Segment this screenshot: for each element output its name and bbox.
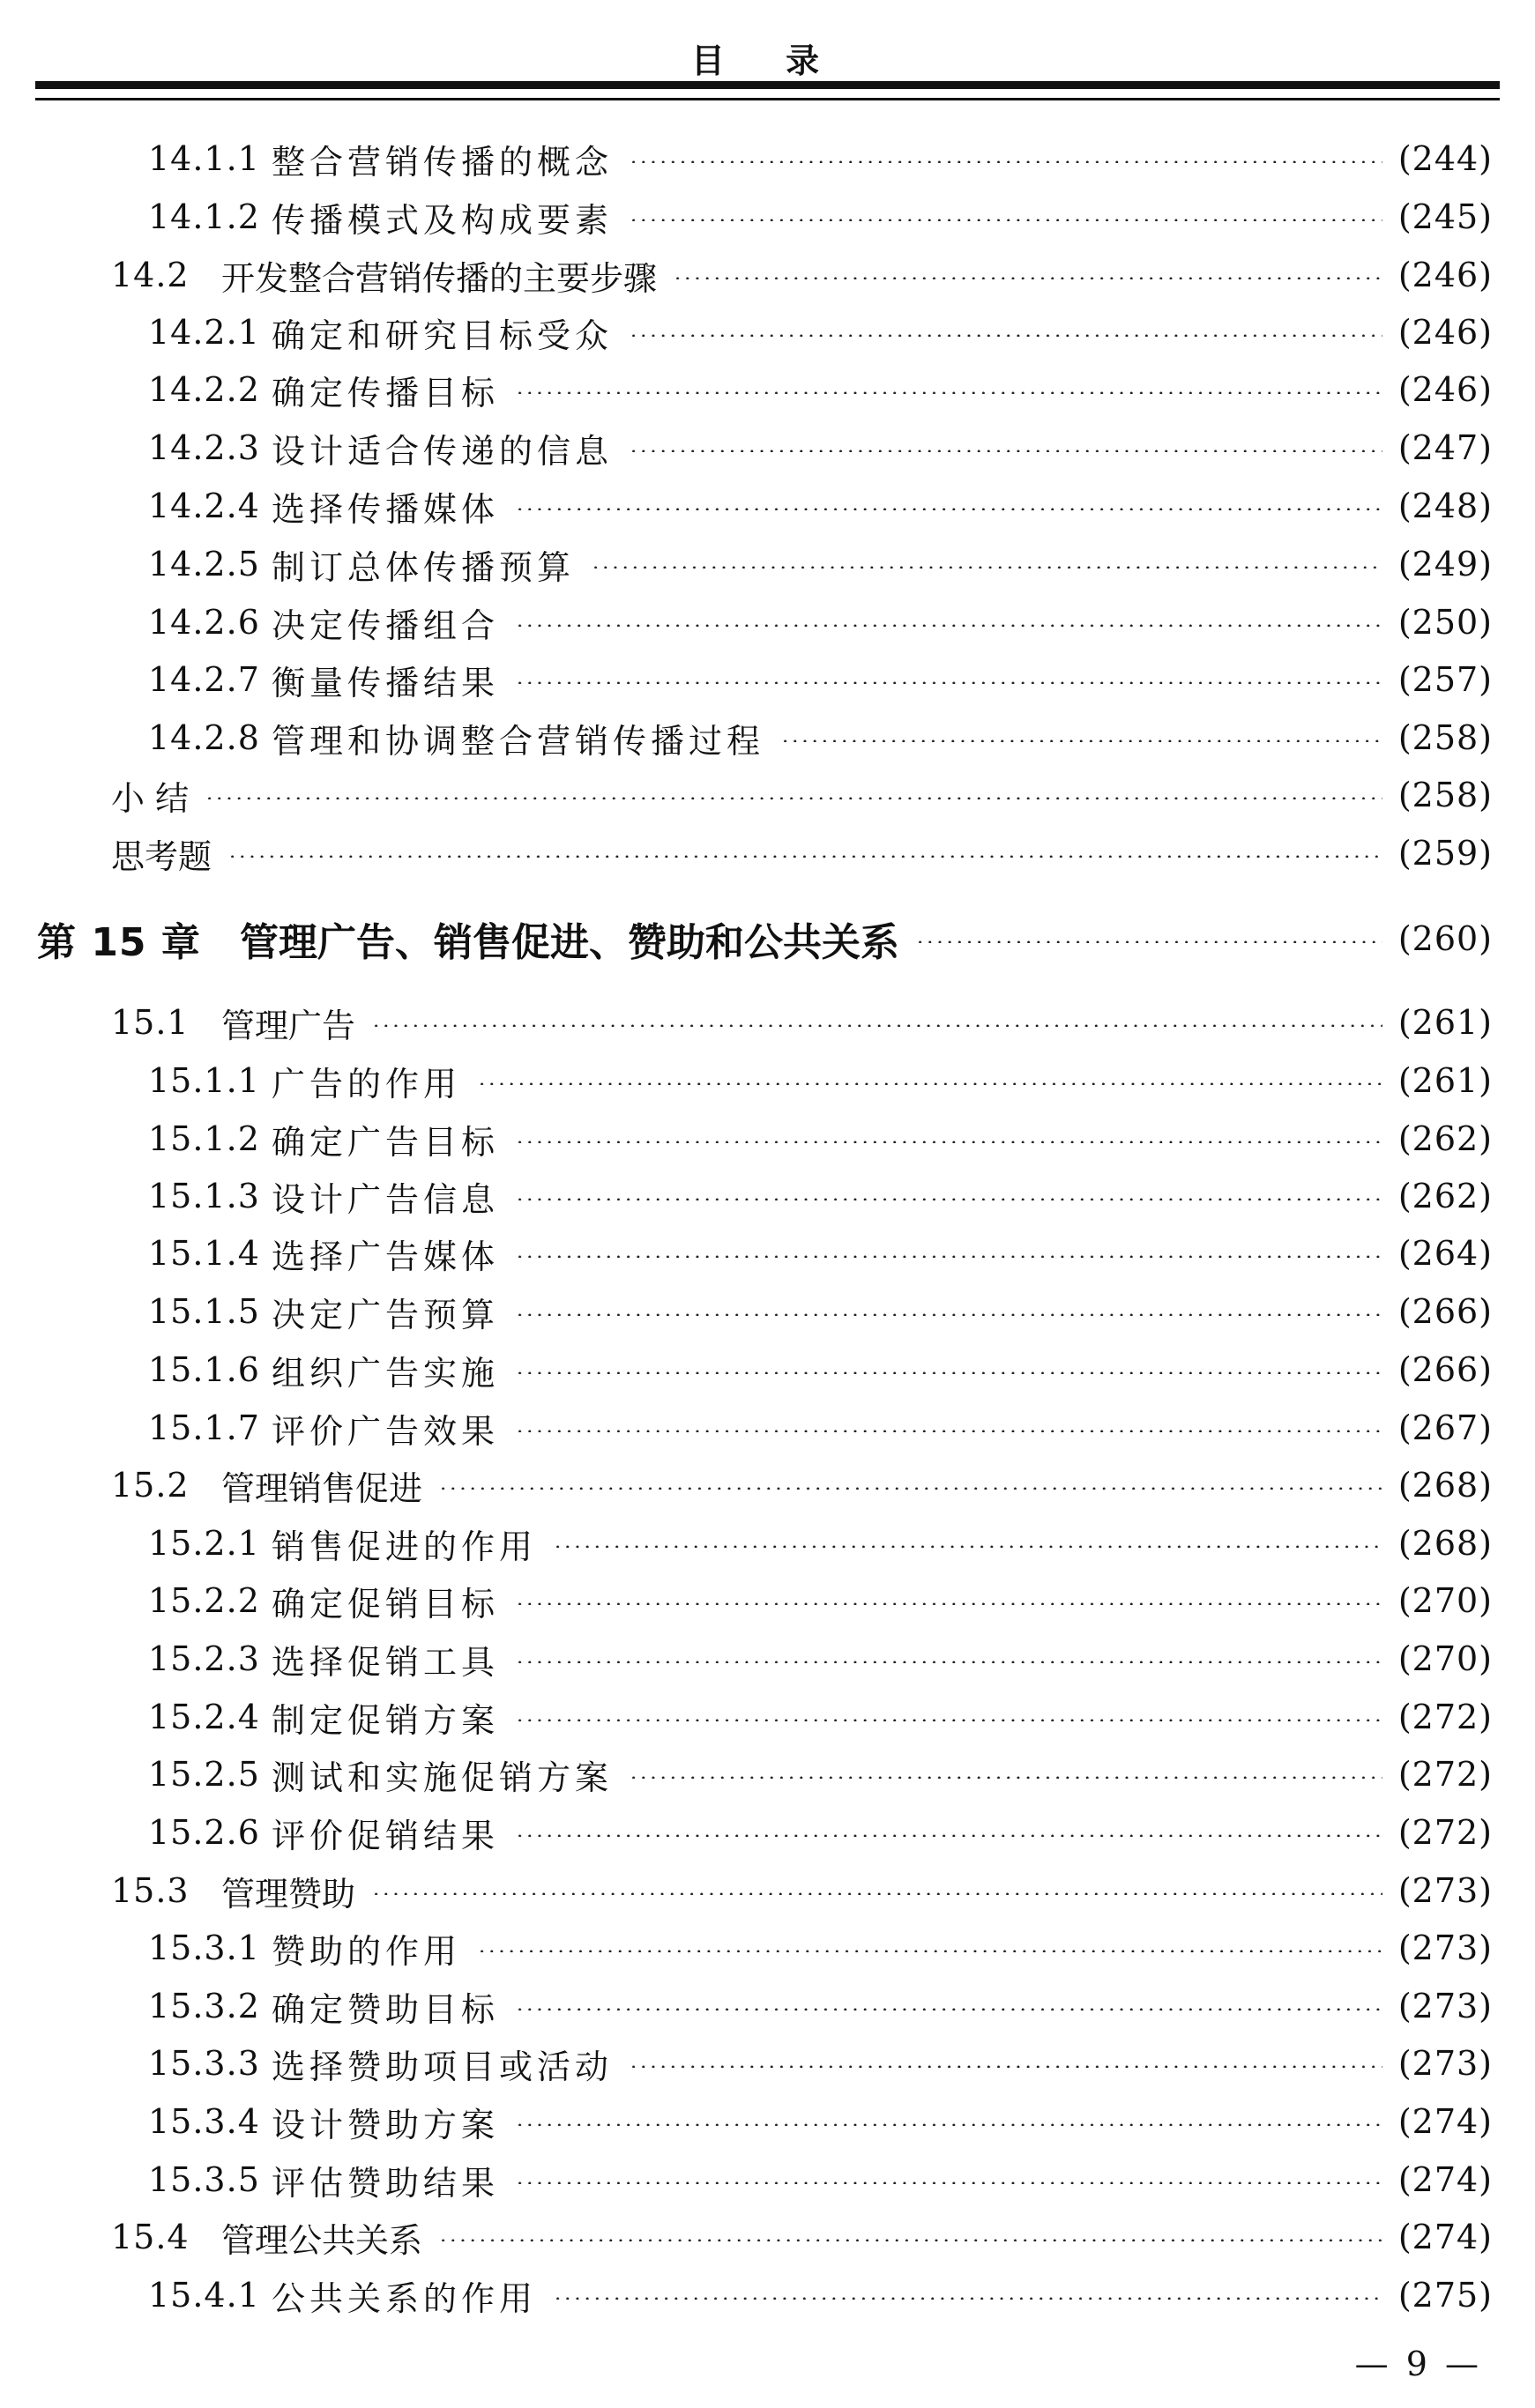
toc-entry-title: 决定广告预算: [272, 1295, 500, 1334]
toc-entry-title: 公共关系的作用: [272, 2278, 538, 2318]
toc-entry-page: (257): [1397, 660, 1493, 699]
toc-entry-title: 管理广告、销售促进、赞助和公共关系: [240, 920, 899, 965]
toc-entry-number: 15.2.2: [148, 1581, 260, 1620]
toc-entry-title: 销售促进的作用: [272, 1527, 538, 1566]
toc-entry-title: 评估赞助结果: [272, 2163, 500, 2203]
toc-entry-page: (258): [1397, 718, 1493, 757]
toc-subsection-entry[interactable]: [148, 653, 1493, 706]
dot-leader: [629, 334, 1382, 337]
toc-entry-title: 确定和研究目标受众: [272, 316, 614, 355]
dot-leader: [515, 2123, 1382, 2126]
toc-entry-page: (268): [1397, 1466, 1493, 1505]
toc-entry-page: (247): [1397, 428, 1493, 467]
toc-entry-number: 15.3.4: [148, 2102, 260, 2141]
dot-leader: [591, 566, 1382, 569]
toc-entry-number: 14.2.7: [148, 660, 260, 699]
dot-leader: [673, 277, 1382, 279]
toc-entry-title: 开发整合营销传播的主要步骤: [221, 258, 658, 298]
toc-entry-page: (262): [1397, 1177, 1493, 1215]
toc-subsection-entry[interactable]: [148, 2037, 1493, 2090]
toc-section-entry[interactable]: [111, 769, 1493, 821]
dot-leader: [515, 1430, 1382, 1432]
toc-entry-number: 14.1.1: [148, 139, 260, 178]
toc-entry-title: 选择促销工具: [272, 1642, 500, 1682]
toc-entry-page: (246): [1397, 313, 1493, 352]
dot-leader: [780, 739, 1382, 742]
dot-leader: [438, 2239, 1382, 2241]
toc-entry-title: 小 结: [111, 778, 190, 818]
toc-entry-title: 评价广告效果: [272, 1411, 500, 1451]
toc-entry-title: 广告的作用: [272, 1064, 462, 1104]
toc-entry-page: (273): [1397, 1987, 1493, 2025]
toc-subsection-entry[interactable]: [148, 1112, 1493, 1165]
toc-section-entry[interactable]: [111, 1459, 1493, 1512]
toc-entry-title: 确定赞助目标: [272, 1989, 500, 2029]
toc-entry-number: 15.1.4: [148, 1234, 260, 1273]
toc-entry-title: 赞助的作用: [272, 1931, 462, 1971]
toc-subsection-entry[interactable]: [148, 596, 1493, 649]
dot-leader: [629, 1776, 1382, 1779]
toc-entry-page: (249): [1397, 545, 1493, 583]
dot-leader: [629, 450, 1382, 452]
toc-subsection-entry[interactable]: [148, 1054, 1493, 1107]
dot-leader: [515, 508, 1382, 510]
toc-section-entry[interactable]: [111, 827, 1493, 880]
toc-subsection-entry[interactable]: [148, 711, 1493, 764]
dot-leader: [629, 219, 1382, 221]
toc-entry-title: 决定传播组合: [272, 606, 500, 645]
dot-leader: [515, 1313, 1382, 1316]
toc-section-entry[interactable]: [111, 249, 1493, 301]
dot-leader: [515, 1371, 1382, 1374]
toc-entry-number: 15.1.7: [148, 1408, 260, 1447]
toc-entry-page: (273): [1397, 1929, 1493, 1967]
toc-entry-page: (264): [1397, 1234, 1493, 1273]
dot-leader: [553, 1545, 1382, 1548]
toc-entry-page: (268): [1397, 1524, 1493, 1563]
toc-entry-number: 15.3: [111, 1871, 190, 1910]
toc-subsection-entry[interactable]: [148, 1401, 1493, 1454]
toc-subsection-entry[interactable]: [148, 1806, 1493, 1859]
toc-entry-number: 14.2.2: [148, 370, 260, 409]
toc-entry-page: (245): [1397, 197, 1493, 236]
toc-subsection-entry[interactable]: [148, 190, 1493, 243]
toc-entry-title: 思考题: [111, 836, 212, 876]
toc-entry-title: 整合营销传播的概念: [272, 142, 614, 182]
toc-entry-page: (266): [1397, 1350, 1493, 1389]
header-rule-thin: [35, 98, 1500, 100]
dot-leader: [515, 2008, 1382, 2010]
toc-entry-page: (248): [1397, 487, 1493, 525]
toc-entry-title: 衡量传播结果: [272, 663, 500, 702]
toc-section-entry[interactable]: [111, 1864, 1493, 1917]
dot-leader: [477, 1950, 1382, 1952]
dot-leader: [515, 1661, 1382, 1663]
toc-entry-page: (260): [1397, 919, 1493, 958]
toc-subsection-entry[interactable]: [148, 1170, 1493, 1223]
toc-entry-number: 14.2.8: [148, 718, 260, 757]
toc-entry-title: 确定促销目标: [272, 1584, 500, 1624]
toc-entry-page: (244): [1397, 139, 1493, 178]
toc-subsection-entry[interactable]: [148, 306, 1493, 359]
dot-leader: [227, 855, 1382, 858]
toc-subsection-entry[interactable]: [148, 2269, 1493, 2322]
toc-subsection-entry[interactable]: [148, 538, 1493, 591]
toc-entry-number: 15.1: [111, 1003, 190, 1042]
toc-entry-number: 15.1.3: [148, 1177, 260, 1215]
toc-entry-page: (275): [1397, 2276, 1493, 2315]
toc-entry-number: 15.2.4: [148, 1698, 260, 1736]
toc-entry-number: 14.1.2: [148, 197, 260, 236]
toc-entry-title: 确定广告目标: [272, 1122, 500, 1162]
dot-leader: [515, 1255, 1382, 1258]
toc-entry-title: 选择赞助项目或活动: [272, 2047, 614, 2086]
dot-leader: [371, 1892, 1382, 1895]
toc-entry-number: 14.2: [111, 256, 190, 294]
toc-entry-title: 选择传播媒体: [272, 489, 500, 529]
toc-entry-number: 15.4: [111, 2218, 190, 2256]
toc-entry-number: 14.2.3: [148, 428, 260, 467]
toc-subsection-entry[interactable]: [148, 1980, 1493, 2033]
toc-entry-number: 15.1.1: [148, 1061, 260, 1100]
toc-entry-number: 15.4.1: [148, 2276, 260, 2315]
page-number: — 9 —: [1354, 2345, 1482, 2383]
toc-subsection-entry[interactable]: [148, 2153, 1493, 2206]
toc-entry-number: 15.3.3: [148, 2044, 260, 2083]
toc-entry-title: 管理赞助: [221, 1874, 356, 1914]
toc-entry-page: (272): [1397, 1813, 1493, 1852]
toc-subsection-entry[interactable]: [148, 2095, 1493, 2148]
toc-entry-page: (270): [1397, 1581, 1493, 1620]
toc-entry-page: (273): [1397, 1871, 1493, 1910]
dot-leader: [915, 940, 1382, 943]
toc-subsection-entry[interactable]: [148, 132, 1493, 185]
dot-leader: [438, 1487, 1382, 1490]
toc-entry-title: 制订总体传播预算: [272, 547, 576, 587]
dot-leader: [515, 2181, 1382, 2184]
toc-entry-number: 14.2.6: [148, 603, 260, 642]
toc-entry-number: 15.1.2: [148, 1119, 260, 1158]
toc-entry-number: 15.3.2: [148, 1987, 260, 2025]
toc-entry-page: (266): [1397, 1292, 1493, 1331]
toc-subsection-entry[interactable]: [148, 1691, 1493, 1743]
running-head: 目 录: [690, 41, 845, 80]
toc-entry-page: (258): [1397, 776, 1493, 814]
dot-leader: [629, 160, 1382, 163]
toc-chapter-entry[interactable]: [37, 912, 1493, 965]
dot-leader: [515, 1834, 1382, 1837]
toc-section-entry[interactable]: [111, 2211, 1493, 2263]
toc-entry-title: 设计适合传递的信息: [272, 431, 614, 471]
toc-entry-page: (246): [1397, 370, 1493, 409]
toc-entry-number: 14.2.4: [148, 487, 260, 525]
toc-entry-number: 14.2.1: [148, 313, 260, 352]
toc-entry-title: 管理广告: [221, 1006, 356, 1045]
toc-entry-number: 15.2.5: [148, 1755, 260, 1794]
toc-entry-title: 管理和协调整合营销传播过程: [272, 721, 765, 761]
dot-leader: [477, 1082, 1382, 1085]
toc-entry-number: 第 15 章: [37, 920, 201, 965]
toc-entry-title: 设计赞助方案: [272, 2105, 500, 2144]
toc-entry-page: (261): [1397, 1061, 1493, 1100]
toc-entry-page: (274): [1397, 2102, 1493, 2141]
toc-subsection-entry[interactable]: [148, 1227, 1493, 1280]
toc-entry-title: 设计广告信息: [272, 1179, 500, 1219]
toc-entry-page: (272): [1397, 1698, 1493, 1736]
toc-entry-page: (274): [1397, 2218, 1493, 2256]
toc-entry-number: 15.2.6: [148, 1813, 260, 1852]
toc-entry-title: 选择广告媒体: [272, 1237, 500, 1276]
dot-leader: [371, 1024, 1382, 1027]
toc-subsection-entry[interactable]: [148, 363, 1493, 416]
toc-entry-title: 测试和实施促销方案: [272, 1758, 614, 1797]
toc-subsection-entry[interactable]: [148, 1343, 1493, 1396]
toc-entry-page: (267): [1397, 1408, 1493, 1447]
dot-leader: [515, 681, 1382, 684]
toc-entry-number: 15.2: [111, 1466, 190, 1505]
dot-leader: [515, 1602, 1382, 1605]
dot-leader: [515, 624, 1382, 627]
toc-subsection-entry[interactable]: [148, 1285, 1493, 1338]
toc-entry-title: 评价促销结果: [272, 1816, 500, 1855]
toc-entry-page: (270): [1397, 1639, 1493, 1678]
toc-subsection-entry[interactable]: [148, 1921, 1493, 1974]
toc-entry-number: 15.1.5: [148, 1292, 260, 1331]
dot-leader: [515, 1141, 1382, 1143]
toc-subsection-entry[interactable]: [148, 1574, 1493, 1627]
toc-entry-page: (262): [1397, 1119, 1493, 1158]
toc-subsection-entry[interactable]: [148, 421, 1493, 474]
dot-leader: [515, 391, 1382, 394]
toc-entry-title: 管理销售促进: [221, 1468, 423, 1508]
toc-entry-number: 15.1.6: [148, 1350, 260, 1389]
toc-entry-number: 15.2.1: [148, 1524, 260, 1563]
toc-entry-title: 管理公共关系: [221, 2220, 423, 2260]
toc-entry-page: (274): [1397, 2160, 1493, 2199]
toc-entry-number: 14.2.5: [148, 545, 260, 583]
dot-leader: [553, 2297, 1382, 2300]
dot-leader: [205, 797, 1382, 799]
toc-entry-number: 15.2.3: [148, 1639, 260, 1678]
toc-section-entry[interactable]: [111, 996, 1493, 1049]
toc-subsection-entry[interactable]: [148, 479, 1493, 532]
toc-entry-number: 15.3.5: [148, 2160, 260, 2199]
toc-entry-page: (250): [1397, 603, 1493, 642]
toc-subsection-entry[interactable]: [148, 1748, 1493, 1801]
toc-entry-title: 制定促销方案: [272, 1700, 500, 1740]
dot-leader: [515, 1198, 1382, 1200]
toc-subsection-entry[interactable]: [148, 1632, 1493, 1685]
dot-leader: [629, 2065, 1382, 2068]
toc-subsection-entry[interactable]: [148, 1517, 1493, 1570]
header-rule-thick: [35, 81, 1500, 89]
dot-leader: [515, 1719, 1382, 1721]
toc-entry-number: 15.3.1: [148, 1929, 260, 1967]
toc-entry-page: (261): [1397, 1003, 1493, 1042]
toc-entry-page: (273): [1397, 2044, 1493, 2083]
toc-entry-page: (272): [1397, 1755, 1493, 1794]
toc-entry-title: 组织广告实施: [272, 1353, 500, 1393]
toc-entry-page: (259): [1397, 834, 1493, 873]
toc-entry-title: 确定传播目标: [272, 373, 500, 412]
toc-entry-title: 传播模式及构成要素: [272, 200, 614, 240]
toc-entry-page: (246): [1397, 256, 1493, 294]
